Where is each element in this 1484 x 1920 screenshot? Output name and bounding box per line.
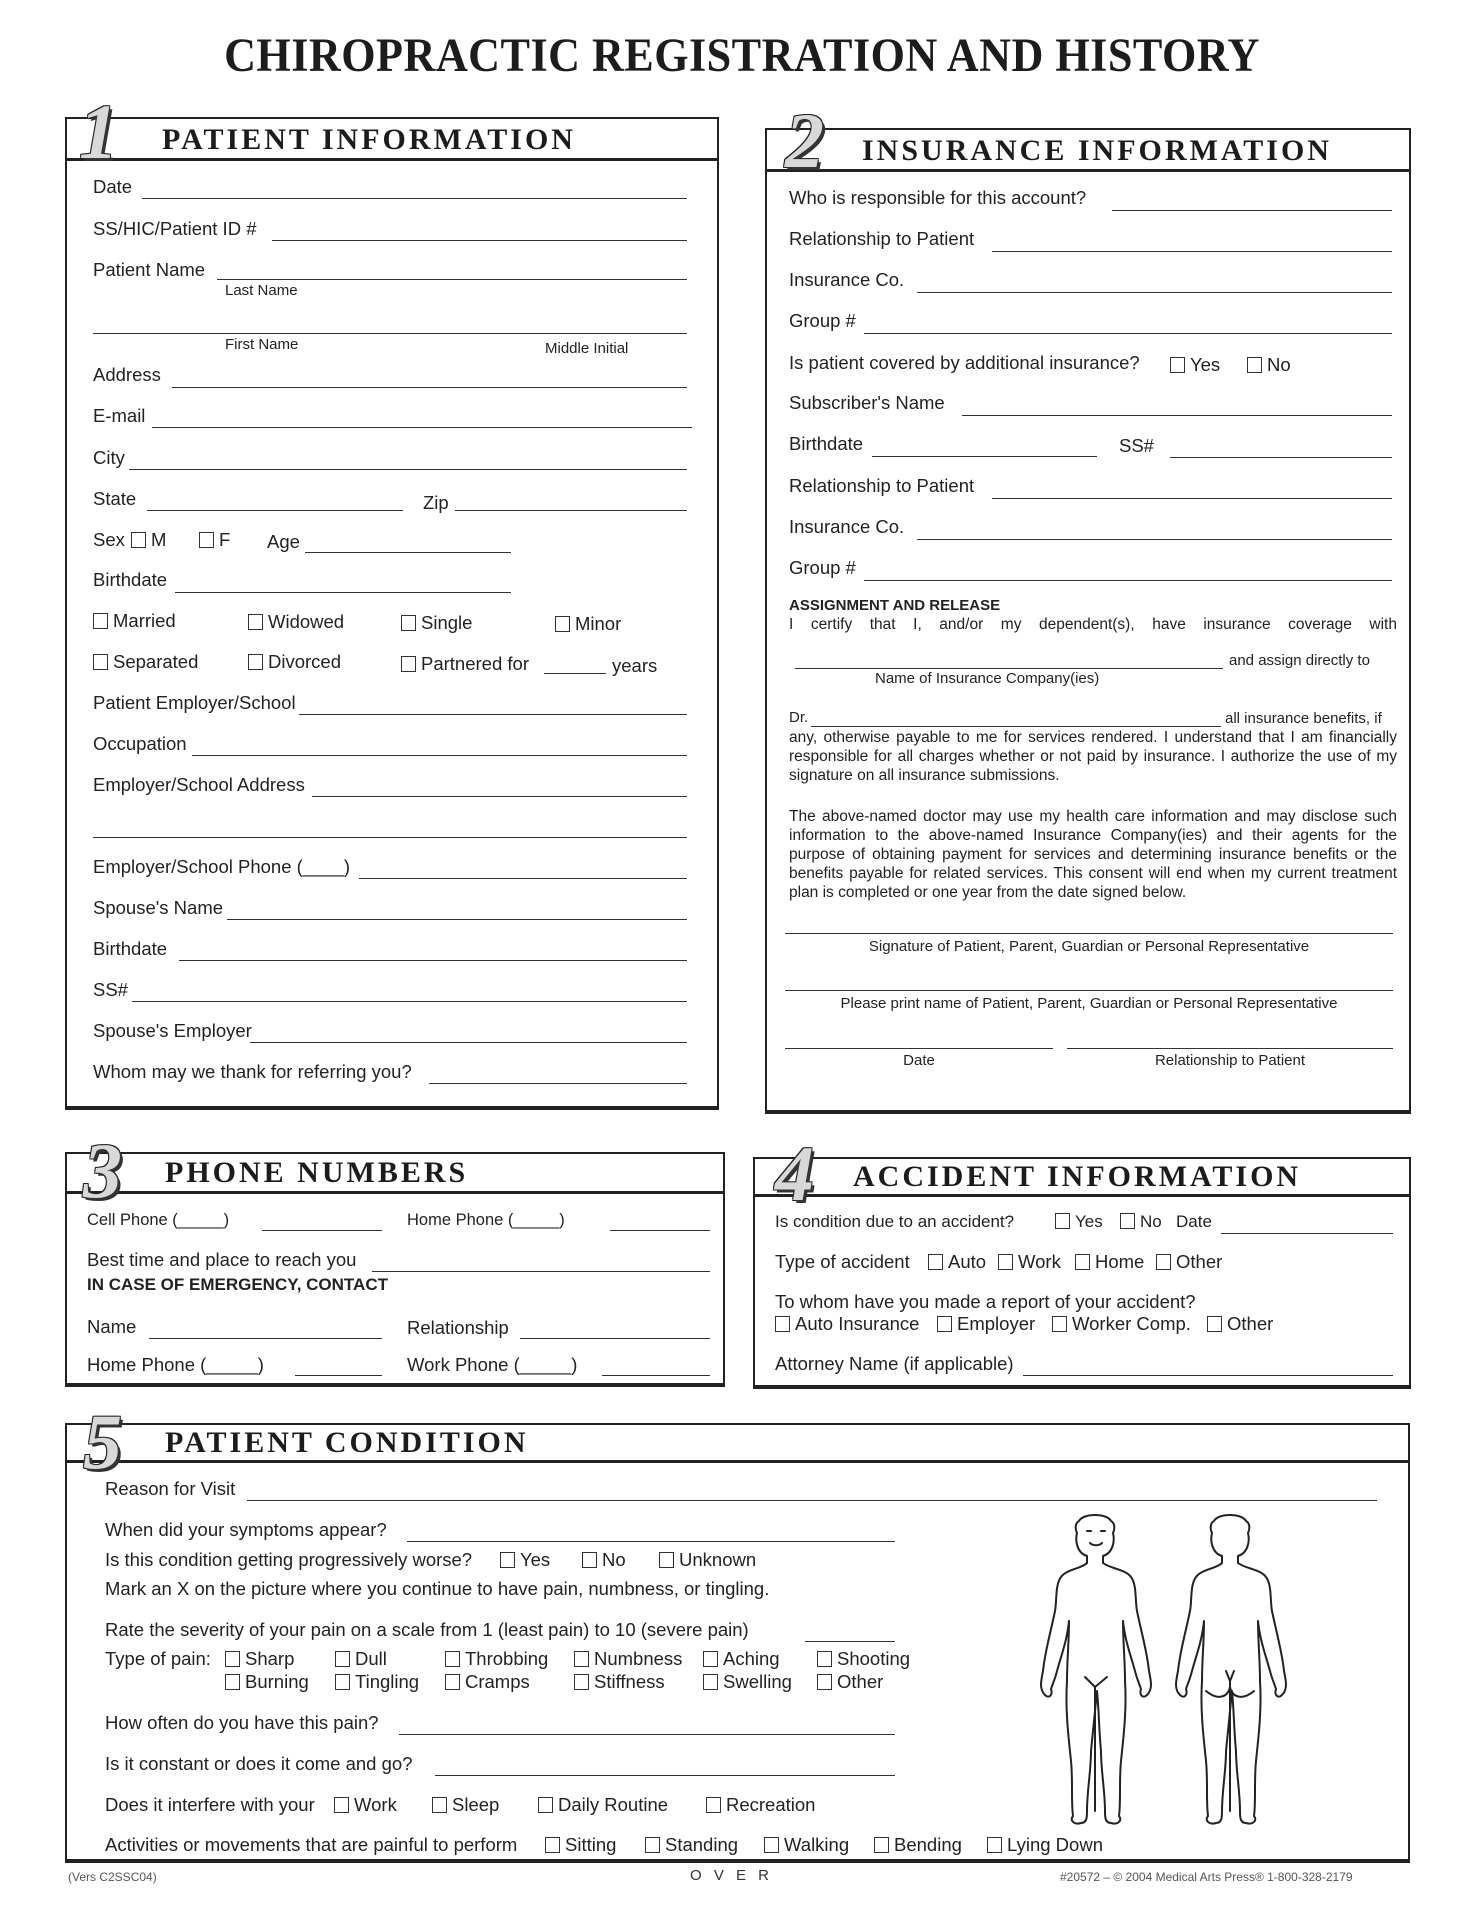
checkbox-icon <box>225 1674 240 1690</box>
checkbox-icon <box>445 1674 460 1690</box>
checkbox-icon <box>248 614 263 630</box>
last-name-caption: Last Name <box>225 282 298 299</box>
checkbox-icon <box>703 1674 718 1690</box>
assignment-title: ASSIGNMENT AND RELEASE <box>789 597 1001 614</box>
pain-type-label: Type of pain: <box>105 1648 211 1669</box>
section-number-4: 4 <box>775 1130 814 1217</box>
employer-address-field[interactable] <box>312 796 687 797</box>
accident-yes-checkbox[interactable]: Yes <box>1055 1212 1103 1232</box>
group-label: Group # <box>789 310 856 331</box>
how-often-field[interactable] <box>399 1734 895 1735</box>
worse-label: Is this condition getting progressively worse? <box>105 1549 473 1570</box>
emergency-home-field[interactable] <box>295 1375 382 1376</box>
age-label: Age <box>267 531 300 552</box>
checkbox-icon <box>928 1254 943 1270</box>
occupation-label: Occupation <box>93 733 187 754</box>
consent-paragraph: The above-named doctor may use my health care information and may disclose such information to the above-named Insurance Company(ies) and their agents for the purpose of obtaining payment for services and determining insurance benefits or the benefits payable for related services. This consent will end when my current treatment plan is completed or one year from the date signed below. <box>789 808 1397 901</box>
spouse-employer-label: Spouse's Employer <box>93 1020 252 1041</box>
checkbox-icon <box>574 1674 589 1690</box>
report-worker-comp[interactable]: Worker Comp. <box>1052 1313 1191 1335</box>
checkbox-icon <box>401 656 416 672</box>
report-label: To whom have you made a report of your accident? <box>775 1291 1196 1312</box>
checkbox-icon <box>937 1316 952 1332</box>
emergency-name-label: Name <box>87 1316 137 1337</box>
spouse-ss-field[interactable] <box>132 1001 687 1002</box>
pain-shooting[interactable]: Shooting <box>817 1648 910 1670</box>
group-field[interactable] <box>864 333 1392 334</box>
interfere-daily-routine[interactable]: Daily Routine <box>538 1794 668 1816</box>
date-caption: Date <box>903 1052 935 1069</box>
home-phone-field[interactable] <box>610 1230 710 1231</box>
pain-swelling[interactable]: Swelling <box>703 1671 792 1693</box>
checkbox-icon <box>582 1552 597 1568</box>
responsible-field[interactable] <box>1112 210 1392 211</box>
checkbox-icon <box>500 1552 515 1568</box>
best-time-field[interactable] <box>372 1271 710 1272</box>
symptoms-field[interactable] <box>407 1541 895 1542</box>
phone-numbers-section <box>65 1127 725 1387</box>
body-diagram-front[interactable] <box>1037 1511 1157 1831</box>
activity-bending[interactable]: Bending <box>874 1834 962 1856</box>
accident-type-home[interactable]: Home <box>1075 1251 1144 1273</box>
checkbox-icon <box>335 1674 350 1690</box>
patient-id-field[interactable] <box>272 240 687 241</box>
divorced-checkbox[interactable]: Divorced <box>248 651 341 673</box>
state-field[interactable] <box>147 510 403 511</box>
address-label: Address <box>93 364 161 385</box>
insurance-co-label: Insurance Co. <box>789 269 905 290</box>
signature-date-field[interactable] <box>785 1048 1053 1049</box>
sex-f-checkbox[interactable]: F <box>199 529 230 551</box>
employer-phone-field[interactable] <box>359 878 687 879</box>
age-field[interactable] <box>305 552 511 553</box>
signature-caption: Signature of Patient, Parent, Guardian or Personal Representative <box>868 938 1310 955</box>
separated-checkbox[interactable]: Separated <box>93 651 198 673</box>
accident-type-work[interactable]: Work <box>998 1251 1061 1273</box>
interfere-recreation[interactable]: Recreation <box>706 1794 815 1816</box>
emergency-heading: IN CASE OF EMERGENCY, CONTACT <box>87 1275 388 1294</box>
zip-label: Zip <box>423 492 449 513</box>
spouse-birthdate-label: Birthdate <box>93 938 168 959</box>
print-name-caption: Please print name of Patient, Parent, Guardian or Personal Representative <box>840 995 1338 1012</box>
section-number-2: 2 <box>785 97 824 184</box>
checkbox-icon <box>574 1651 589 1667</box>
footer-over: O V E R <box>690 1867 774 1884</box>
mark-instructions: Mark an X on the picture where you continue to have pain, numbness, or tingling. <box>105 1578 770 1599</box>
spouse-employer-field[interactable] <box>250 1042 687 1043</box>
patient-name-label: Patient Name <box>93 259 206 280</box>
email-label: E-mail <box>93 405 146 426</box>
attorney-field[interactable] <box>1023 1375 1393 1376</box>
responsible-label: Who is responsible for this account? <box>789 187 1087 208</box>
assignment-paragraph: any, otherwise payable to me for services rendered. I understand that I am financially responsible for all charges whether or not paid by insurance. I authorize the use of my signature on all insurance submissions. <box>789 729 1397 784</box>
middle-initial-caption: Middle Initial <box>545 340 629 357</box>
checkbox-icon <box>334 1797 349 1813</box>
pain-burning[interactable]: Burning <box>225 1671 309 1693</box>
insurance-co2-label: Insurance Co. <box>789 516 905 537</box>
body-diagram-back[interactable] <box>1172 1511 1292 1831</box>
checkbox-icon <box>1207 1316 1222 1332</box>
section-title: PHONE NUMBERS <box>165 1156 469 1189</box>
patient-condition-section <box>65 1398 1410 1863</box>
subscriber-ss-label: SS# <box>1119 435 1154 456</box>
activities-label: Activities or movements that are painful to perform <box>105 1834 518 1855</box>
zip-field[interactable] <box>455 510 687 511</box>
minor-checkbox[interactable]: Minor <box>555 613 621 635</box>
interfere-sleep[interactable]: Sleep <box>432 1794 499 1816</box>
section-header <box>67 1425 1408 1463</box>
section-header <box>67 119 717 161</box>
assign-directly-text: and assign directly to <box>1229 652 1370 669</box>
section-header <box>67 1154 723 1194</box>
worse-yes-checkbox[interactable]: Yes <box>500 1549 550 1571</box>
cell-phone-label: Cell Phone (_____) <box>87 1211 230 1229</box>
section-title: ACCIDENT INFORMATION <box>853 1160 1302 1193</box>
checkbox-icon <box>225 1651 240 1667</box>
patient-id-label: SS/HIC/Patient ID # <box>93 218 257 239</box>
widowed-checkbox[interactable]: Widowed <box>248 611 344 633</box>
relationship2-field[interactable] <box>992 498 1392 499</box>
accident-type-label: Type of accident <box>775 1251 910 1272</box>
report-other[interactable]: Other <box>1207 1313 1273 1335</box>
accident-date-label: Date <box>1176 1212 1212 1231</box>
checkbox-icon <box>706 1797 721 1813</box>
accident-information-section <box>753 1130 1411 1389</box>
signature-field[interactable] <box>785 933 1393 934</box>
doctor-name-field[interactable] <box>811 726 1221 727</box>
reason-label: Reason for Visit <box>105 1478 236 1499</box>
additional-yes-checkbox[interactable]: Yes <box>1170 354 1220 376</box>
insurance-co-field[interactable] <box>917 292 1392 293</box>
checkbox-icon <box>545 1837 560 1853</box>
birthdate-label: Birthdate <box>93 569 168 590</box>
checkbox-icon <box>817 1674 832 1690</box>
checkbox-icon <box>1170 357 1185 373</box>
all-benefits-text: all insurance benefits, if <box>1225 710 1382 727</box>
report-employer[interactable]: Employer <box>937 1313 1035 1335</box>
last-name-field[interactable] <box>217 279 687 280</box>
activity-walking[interactable]: Walking <box>764 1834 849 1856</box>
married-checkbox[interactable]: Married <box>93 610 176 632</box>
attorney-label: Attorney Name (if applicable) <box>775 1353 1014 1374</box>
checkbox-icon <box>1055 1213 1070 1229</box>
emergency-relationship-label: Relationship <box>407 1317 509 1338</box>
subscriber-label: Subscriber's Name <box>789 392 945 413</box>
partnered-years-field[interactable] <box>544 673 606 674</box>
interfere-work[interactable]: Work <box>334 1794 397 1816</box>
page-title: CHIROPRACTIC REGISTRATION AND HISTORY <box>224 29 1260 82</box>
insurance-company-names-field[interactable] <box>795 668 1223 669</box>
employer-label: Patient Employer/School <box>93 692 296 713</box>
single-checkbox[interactable]: Single <box>401 612 472 634</box>
address-field[interactable] <box>172 387 687 388</box>
worse-no-checkbox[interactable]: No <box>582 1549 626 1571</box>
pain-dull[interactable]: Dull <box>335 1648 387 1670</box>
checkbox-icon <box>659 1552 674 1568</box>
pain-stiffness[interactable]: Stiffness <box>574 1671 665 1693</box>
emergency-name-field[interactable] <box>149 1338 382 1339</box>
checkbox-icon <box>93 654 108 670</box>
checkbox-icon <box>645 1837 660 1853</box>
date-label: Date <box>93 176 133 197</box>
interfere-label: Does it interfere with your <box>105 1794 315 1815</box>
section-header <box>767 130 1409 172</box>
subscriber-birthdate-label: Birthdate <box>789 433 864 454</box>
relationship2-label: Relationship to Patient <box>789 475 975 496</box>
email-field[interactable] <box>152 427 692 428</box>
pain-throbbing[interactable]: Throbbing <box>445 1648 548 1670</box>
constant-label: Is it constant or does it come and go? <box>105 1753 413 1774</box>
checkbox-icon <box>199 532 214 548</box>
occupation-field[interactable] <box>192 755 687 756</box>
footer-version: (Vers C2SSC04) <box>68 1870 157 1884</box>
accident-type-other[interactable]: Other <box>1156 1251 1222 1273</box>
group2-field[interactable] <box>864 580 1392 581</box>
footer-copyright: #20572 – © 2004 Medical Arts Press® 1-800-328-2179 <box>1060 1870 1353 1884</box>
emergency-home-label: Home Phone (_____) <box>87 1354 264 1375</box>
sex-m-checkbox[interactable]: M <box>131 529 166 551</box>
cell-phone-field[interactable] <box>262 1230 382 1231</box>
checkbox-icon <box>131 532 146 548</box>
first-name-caption: First Name <box>225 336 299 353</box>
referral-label: Whom may we thank for referring you? <box>93 1061 412 1082</box>
checkbox-icon <box>764 1837 779 1853</box>
company-caption: Name of Insurance Company(ies) <box>875 670 1100 687</box>
pain-other[interactable]: Other <box>817 1671 883 1693</box>
employer-field[interactable] <box>299 714 687 715</box>
spouse-name-field[interactable] <box>227 919 687 920</box>
pain-cramps[interactable]: Cramps <box>445 1671 530 1693</box>
years-label: years <box>612 655 658 676</box>
checkbox-icon <box>445 1651 460 1667</box>
date-field[interactable] <box>142 198 687 199</box>
spouse-birthdate-field[interactable] <box>179 960 687 961</box>
section-number-5: 5 <box>83 1398 122 1485</box>
relationship-label: Relationship to Patient <box>789 228 975 249</box>
state-label: State <box>93 488 137 509</box>
worse-unknown-checkbox[interactable]: Unknown <box>659 1549 756 1571</box>
emergency-work-label: Work Phone (_____) <box>407 1354 578 1375</box>
certify-text: I certify that I, and/or my dependent(s), have insurance coverage with <box>789 616 1397 633</box>
subscriber-field[interactable] <box>962 415 1392 416</box>
employer-phone-label: Employer/School Phone (____) <box>93 856 351 877</box>
city-field[interactable] <box>129 469 687 470</box>
section-title: INSURANCE INFORMATION <box>862 134 1332 167</box>
print-name-field[interactable] <box>785 990 1393 991</box>
checkbox-icon <box>703 1651 718 1667</box>
section-title: PATIENT INFORMATION <box>162 123 576 156</box>
pain-sharp[interactable]: Sharp <box>225 1648 294 1670</box>
activity-sitting[interactable]: Sitting <box>545 1834 616 1856</box>
spouse-name-label: Spouse's Name <box>93 897 224 918</box>
checkbox-icon <box>987 1837 1002 1853</box>
patient-information-section <box>65 88 719 1110</box>
employer-address-field-2[interactable] <box>93 837 687 838</box>
emergency-work-field[interactable] <box>602 1375 710 1376</box>
checkbox-icon <box>1120 1213 1135 1229</box>
constant-field[interactable] <box>435 1775 895 1776</box>
checkbox-icon <box>817 1651 832 1667</box>
employer-address-label: Employer/School Address <box>93 774 305 795</box>
checkbox-icon <box>93 613 108 629</box>
dr-label: Dr. <box>789 709 809 726</box>
relationship-field[interactable] <box>992 251 1392 252</box>
checkbox-icon <box>998 1254 1013 1270</box>
checkbox-icon <box>432 1797 447 1813</box>
pain-aching[interactable]: Aching <box>703 1648 780 1670</box>
accident-date-field[interactable] <box>1221 1233 1393 1234</box>
checkbox-icon <box>538 1797 553 1813</box>
best-time-label: Best time and place to reach you <box>87 1249 357 1270</box>
accident-type-auto[interactable]: Auto <box>928 1251 986 1273</box>
checkbox-icon <box>248 654 263 670</box>
checkbox-icon <box>555 616 570 632</box>
subscriber-birthdate-field[interactable] <box>872 456 1097 457</box>
how-often-label: How often do you have this pain? <box>105 1712 379 1733</box>
checkbox-icon <box>874 1837 889 1853</box>
activity-standing[interactable]: Standing <box>645 1834 738 1856</box>
city-label: City <box>93 447 125 468</box>
home-phone-label: Home Phone (_____) <box>407 1211 565 1229</box>
symptoms-label: When did your symptoms appear? <box>105 1519 387 1540</box>
checkbox-icon <box>401 615 416 631</box>
rate-label: Rate the severity of your pain on a scale from 1 (least pain) to 10 (severe pain) <box>105 1619 749 1640</box>
section-header <box>755 1159 1409 1197</box>
pain-numbness[interactable]: Numbness <box>574 1648 682 1670</box>
first-name-field[interactable] <box>93 333 687 334</box>
relationship-caption: Relationship to Patient <box>1154 1052 1306 1069</box>
checkbox-icon <box>1156 1254 1171 1270</box>
report-auto-insurance[interactable]: Auto Insurance <box>775 1313 919 1335</box>
group2-label: Group # <box>789 557 856 578</box>
accident-no-checkbox[interactable]: No <box>1120 1212 1162 1232</box>
due-to-accident-label: Is condition due to an accident? <box>775 1212 1015 1231</box>
subscriber-ss-field[interactable] <box>1170 457 1392 458</box>
birthdate-field[interactable] <box>175 592 511 593</box>
referral-field[interactable] <box>429 1083 687 1084</box>
section-title: PATIENT CONDITION <box>165 1426 529 1459</box>
insurance-information-section <box>765 97 1411 1114</box>
sex-label: Sex <box>93 529 125 550</box>
activity-lying-down[interactable]: Lying Down <box>987 1834 1103 1856</box>
section-number-3: 3 <box>83 1127 122 1214</box>
reason-field[interactable] <box>247 1500 1377 1501</box>
checkbox-icon <box>335 1651 350 1667</box>
pain-tingling[interactable]: Tingling <box>335 1671 419 1693</box>
signer-relationship-field[interactable] <box>1067 1048 1393 1049</box>
checkbox-icon <box>1247 357 1262 373</box>
checkbox-icon <box>1052 1316 1067 1332</box>
emergency-relationship-field[interactable] <box>520 1338 710 1339</box>
checkbox-icon <box>775 1316 790 1332</box>
additional-no-checkbox[interactable]: No <box>1247 354 1291 376</box>
pain-rating-field[interactable] <box>805 1641 895 1642</box>
insurance-co2-field[interactable] <box>917 539 1392 540</box>
checkbox-icon <box>1075 1254 1090 1270</box>
spouse-ss-label: SS# <box>93 979 128 1000</box>
additional-insurance-label: Is patient covered by additional insurance? <box>789 352 1140 373</box>
section-number-1: 1 <box>79 88 118 175</box>
partnered-checkbox[interactable]: Partnered for <box>401 653 529 675</box>
